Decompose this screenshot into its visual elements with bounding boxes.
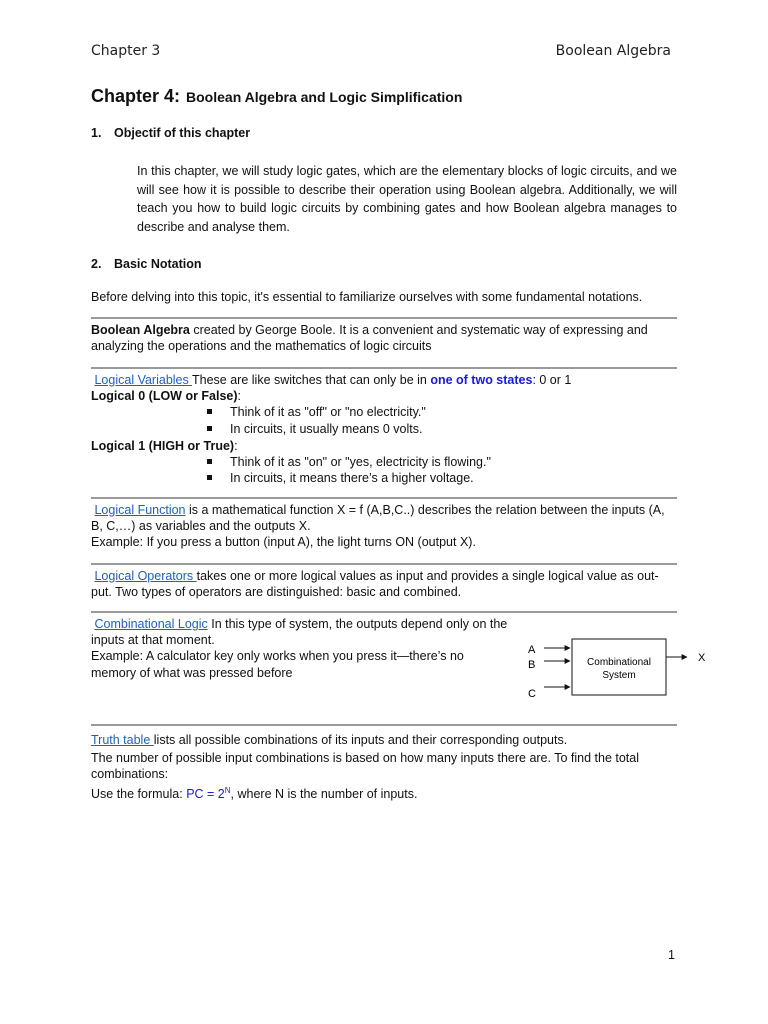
combinational-logic-block [91, 616, 511, 681]
logic-1-colon: : [234, 438, 238, 453]
list-item [91, 454, 677, 470]
input-a-label: A [528, 644, 536, 656]
page-number: 1 [668, 948, 675, 962]
logical-function-example: Example: If you press a button (input A), the light turns ON (output X). [91, 535, 476, 550]
logical-function-text: is a mathematical function X = f (A,B,C..) describes the relation between the inputs (A, B, C,…) as variables and the outputs X. [91, 503, 665, 534]
divider [91, 611, 677, 613]
section-2-heading [91, 257, 202, 271]
combinational-logic-link[interactable]: Combinational Logic [94, 617, 208, 631]
bullet-text: In circuits, it usually means 0 volts. [230, 421, 423, 436]
formula-base: PC = 2 [186, 786, 225, 801]
section-1-number: 1. [91, 126, 102, 140]
header-chapter: Chapter 3 [91, 43, 161, 59]
divider [91, 563, 677, 565]
section-2-title: Basic Notation [114, 257, 202, 271]
section-2-intro: Before delving into this topic, it's essential to familiarize ourselves with some fundamental notations. [91, 290, 643, 304]
logical-variables-block [91, 372, 677, 486]
logical-operators-text: takes one or more logical values as input and provides a single logical value as out-put. Two types of operators are distinguished: basic and combined. [91, 569, 659, 600]
chapter-subtitle: Boolean Algebra and Logic Simplification [186, 89, 463, 105]
output-x-label: X [698, 652, 706, 664]
box-label-line1: Combinational [587, 657, 651, 668]
combinational-logic-def [91, 616, 511, 648]
formula-exponent: N [224, 785, 231, 795]
divider [91, 367, 677, 369]
boolean-algebra-block [91, 322, 677, 354]
logic-0-heading [91, 388, 677, 404]
list-item [91, 470, 677, 486]
formula-prefix: Use the formula: [91, 786, 187, 801]
bullet-text: Think of it as "on" or "yes, electricity is flowing." [230, 455, 491, 470]
section-1-heading [91, 126, 250, 140]
boolean-algebra-term: Boolean Algebra [91, 323, 190, 337]
bullet-icon [207, 426, 212, 431]
logical-function-def [91, 502, 677, 534]
logical-variables-values: : 0 or 1 [532, 373, 572, 387]
divider [91, 497, 677, 499]
bullet-icon [207, 459, 212, 464]
header-subject: Boolean Algebra [555, 43, 671, 59]
bullet-text: In circuits, it means there’s a higher voltage. [230, 471, 474, 486]
bullet-text: Think of it as "off" or "no electricity." [230, 405, 426, 420]
logical-function-link[interactable]: Logical Function [94, 503, 186, 517]
formula-suffix: , where N is the number of inputs. [230, 786, 418, 801]
divider [91, 724, 677, 726]
list-item [91, 404, 677, 420]
chapter-number: Chapter 4: [91, 86, 181, 106]
logic-1-label: Logical 1 (HIGH or True) [91, 438, 235, 453]
bullet-icon [207, 475, 212, 480]
input-b-label: B [528, 659, 536, 671]
input-c-label: C [528, 688, 536, 700]
logical-operators-block [91, 568, 677, 600]
combinational-logic-example: Example: A calculator key only works when you press it—there’s no memory of what was pressed before [91, 649, 464, 680]
boolean-algebra-text: created by George Boole. It is a convenient and systematic way of expressing and analyzing the operations and the mathematics of logic circuits [91, 323, 648, 354]
page-title [91, 86, 462, 107]
logical-variables-text: These are like switches that can only be in [192, 373, 431, 387]
truth-table-def [91, 732, 677, 748]
truth-table-block [91, 732, 677, 802]
combinational-system-diagram [520, 630, 720, 710]
section-2-number: 2. [91, 257, 102, 271]
two-states-highlight: one of two states [430, 373, 533, 387]
truth-table-formula [91, 783, 677, 802]
formula [186, 787, 230, 801]
logic-1-heading [91, 438, 677, 454]
box-label-line2: System [602, 670, 636, 681]
section-1-title: Objectif of this chapter [114, 126, 251, 140]
list-item [91, 421, 677, 437]
truth-table-link[interactable]: Truth table [91, 733, 154, 747]
logical-function-block [91, 502, 677, 551]
bullet-icon [207, 409, 212, 414]
section-1-body: In this chapter, we will study logic gates, which are the elementary blocks of logic circuits, and we will see how it is possible to describe their operation using Boolean algebra. Additionally, we will teach you how to build logic circuits by combining gates and how Boolean algebra manages to describe and analyse them. [137, 164, 677, 234]
truth-table-text: lists all possible combinations of its inputs and their corresponding outputs. [153, 733, 568, 747]
logic-0-label: Logical 0 (LOW or False) [91, 389, 238, 404]
logical-variables-line [91, 372, 677, 388]
logic-0-colon: : [237, 389, 242, 404]
divider [91, 317, 677, 319]
truth-table-line2: The number of possible input combinations is based on how many inputs there are. To find the total combinations: [91, 751, 640, 782]
logical-operators-link[interactable]: Logical Operators [94, 569, 197, 583]
logical-variables-link[interactable]: Logical Variables [94, 373, 193, 387]
combinational-logic-text: In this type of system, the outputs depend only on the inputs at that moment. [91, 617, 508, 648]
